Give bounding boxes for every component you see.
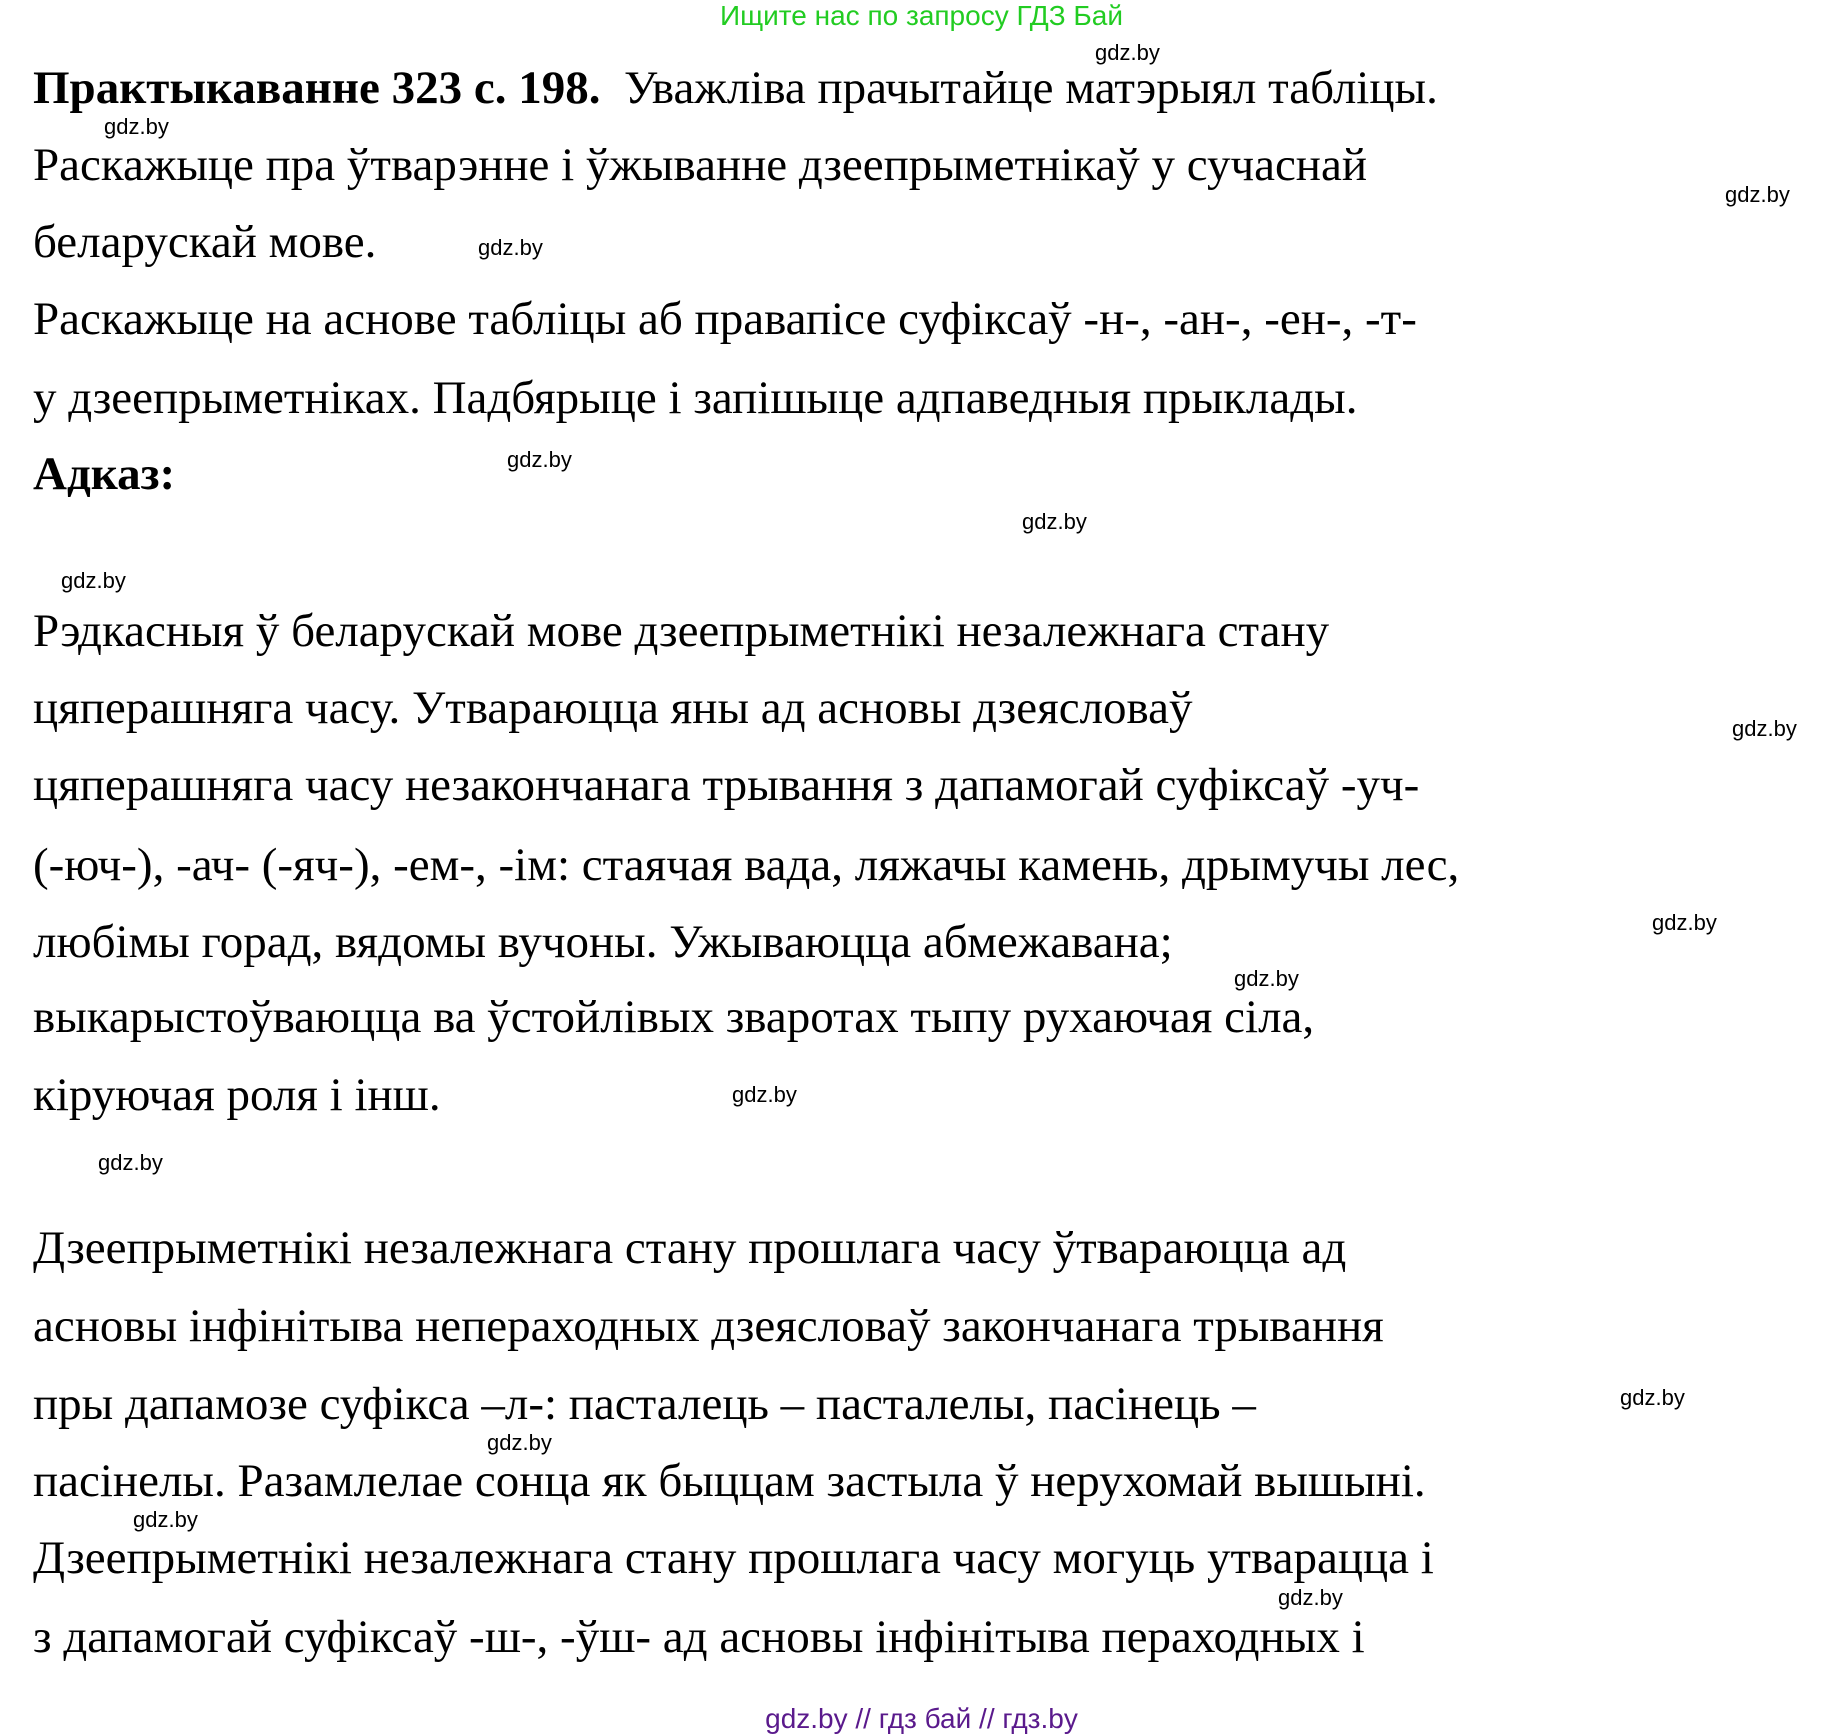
watermark: gdz.by xyxy=(104,114,169,139)
watermark: gdz.by xyxy=(1732,716,1797,741)
task-text: Уважліва прачытайце матэрыял табліцы. xyxy=(623,62,1438,114)
p1-line: выкарыстоўваюцца ва ўстойлівых зваротах тыпу рухаючая сіла, xyxy=(33,991,1315,1043)
watermark: gdz.by xyxy=(1022,509,1087,534)
watermark: gdz.by xyxy=(507,447,572,472)
p1-line: любімы горад, вядомы вучоны. Ужываюцца абмежавана; xyxy=(33,916,1173,968)
task-line-5: у дзеепрыметніках. Падбярыце і запішыце адпаведныя прыклады. xyxy=(33,372,1358,424)
p2-line: пры дапамозе суфікса –л-: пасталець – пасталелы, пасінець – xyxy=(33,1378,1256,1430)
task-line-3: беларускай мове. xyxy=(33,216,377,268)
p2-line: асновы інфінітыва непераходных дзеясловаў закончанага трывання xyxy=(33,1300,1384,1352)
watermark: gdz.by xyxy=(133,1507,198,1532)
watermark: gdz.by xyxy=(487,1430,552,1455)
p1-line: (-юч-), -ач- (-яч-), -ем-, -ім: стаячая вада, ляжачы камень, дрымучы лес, xyxy=(33,839,1460,891)
p2-line: пасінелы. Разамлелае сонца як быццам застыла ў нерухомай вышыні. xyxy=(33,1455,1426,1507)
watermark: gdz.by xyxy=(478,235,543,260)
watermark: gdz.by xyxy=(1095,40,1160,65)
p1-line: кіруючая роля і інш. xyxy=(33,1069,441,1121)
watermark: gdz.by xyxy=(1234,966,1299,991)
task-line-1 xyxy=(33,60,1438,116)
top-banner[interactable]: Ищите нас по запросу ГДЗ Бай xyxy=(719,0,1124,31)
p2-line: Дзеепрыметнікі незалежнага стану прошлага часу ўтвараюцца ад xyxy=(33,1222,1347,1274)
answer-label: Адказ: xyxy=(33,448,176,500)
watermark: gdz.by xyxy=(1278,1585,1343,1610)
task-line-4: Раскажыце на аснове табліцы аб правапісе суфіксаў -н-, -ан-, -ен-, -т- xyxy=(33,293,1417,345)
footer-links[interactable]: gdz.by // гдз бай // гдз.by xyxy=(765,1703,1078,1734)
watermark: gdz.by xyxy=(1620,1385,1685,1410)
p1-line: цяперашняга часу незакончанага трывання з дапамогай суфіксаў -уч- xyxy=(33,759,1420,811)
task-title: Практыкаванне 323 с. 198. xyxy=(33,62,601,114)
p2-line: з дапамогай суфіксаў -ш-, -ўш- ад асновы інфінітыва пераходных і xyxy=(33,1611,1365,1663)
watermark: gdz.by xyxy=(61,568,126,593)
p1-line: цяперашняга часу. Утвараюцца яны ад асновы дзеясловаў xyxy=(33,682,1193,734)
task-line-2: Раскажыце пра ўтварэнне і ўжыванне дзеепрыметнікаў у сучаснай xyxy=(33,139,1367,191)
watermark: gdz.by xyxy=(1652,910,1717,935)
watermark: gdz.by xyxy=(1725,182,1790,207)
watermark: gdz.by xyxy=(98,1150,163,1175)
watermark: gdz.by xyxy=(732,1082,797,1107)
p1-line: Рэдкасныя ў беларускай мове дзеепрыметнікі незалежнага стану xyxy=(33,605,1330,657)
p2-line: Дзеепрыметнікі незалежнага стану прошлага часу могуць утварацца і xyxy=(33,1532,1434,1584)
